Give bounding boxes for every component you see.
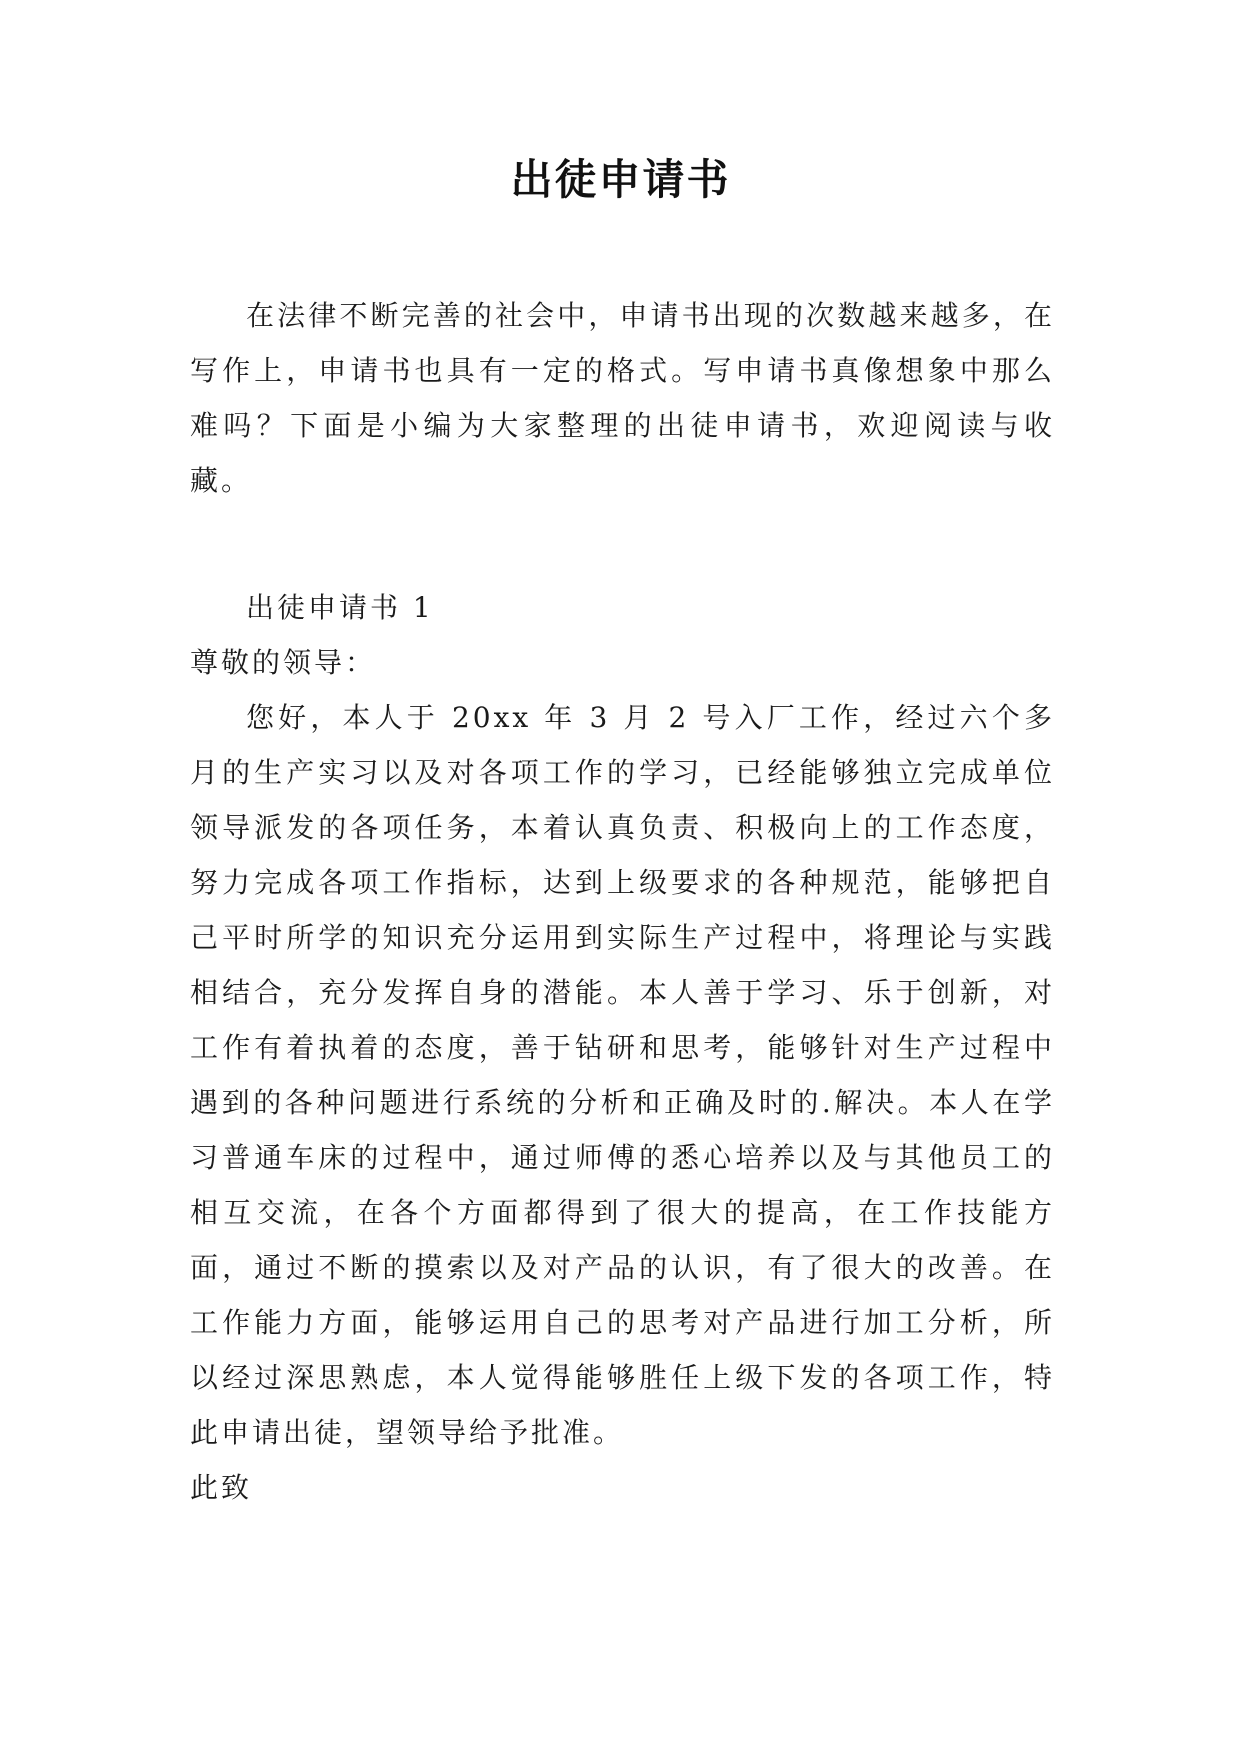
- section-heading: 出徒申请书 1: [246, 591, 434, 624]
- closing: 此致: [190, 1471, 253, 1504]
- intro-block: [190, 288, 1055, 508]
- letter-section: [190, 580, 1055, 1515]
- document-title: 出徒申请书: [510, 155, 731, 204]
- salutation: 尊敬的领导：: [190, 646, 377, 679]
- intro-paragraph: 在法律不断完善的社会中，申请书出现的次数越来越多，在写作上，申请书也具有一定的格式。写申请书真像想象中那么难吗？下面是小编为大家整理的出徒申请书，欢迎阅读与收藏。: [190, 299, 1055, 497]
- letter-body: 您好，本人于 20xx 年 3 月 2 号入厂工作，经过六个多月的生产实习以及对各项工作的学习，已经能够独立完成单位领导派发的各项任务，本着认真负责、积极向上的工作态度，努力完成各项工作指标，达到上级要求的各种规范，能够把自己平时所学的知识充分运用到实际生产过程中，将理论与实践相结合，充分发挥自身的潜能。本人善于学习、乐于创新，对工作有着执着的态度，善于钻研和思考，能够针对生产过程中遇到的各种问题进行系统的分析和正确及时的.解决。本人在学习普通车床的过程中，通过师傅的悉心培养以及与其他员工的相互交流，在各个方面都得到了很大的提高，在工作技能方面，通过不断的摸索以及对产品的认识，有了很大的改善。在工作能力方面，能够运用自己的思考对产品进行加工分析，所以经过深思熟虑，本人觉得能够胜任上级下发的各项工作，特此申请出徒，望领导给予批准。: [190, 701, 1055, 1449]
